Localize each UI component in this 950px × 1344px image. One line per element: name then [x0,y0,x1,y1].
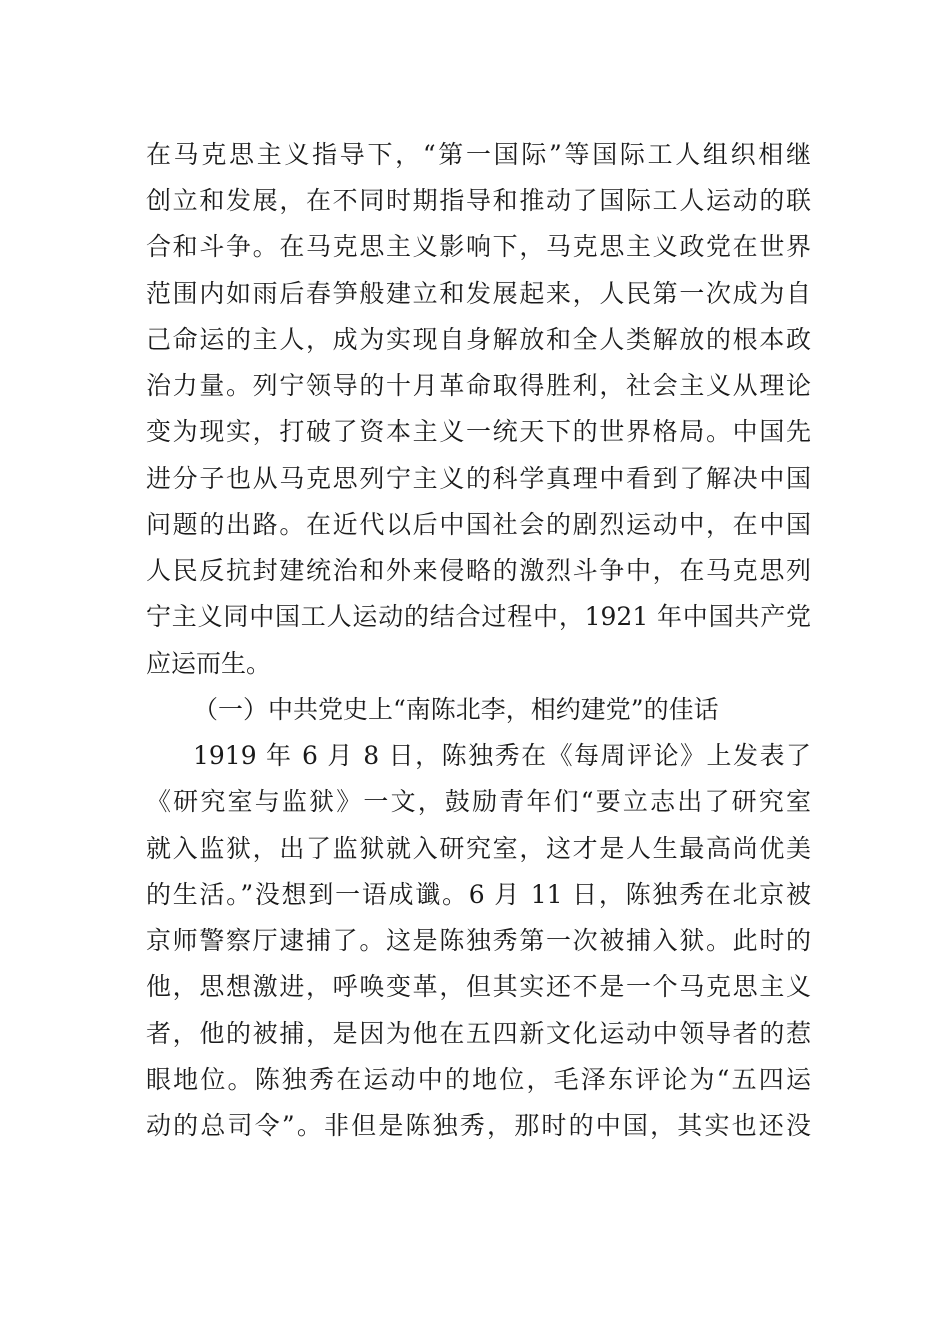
text-line: 就入监狱，出了监狱就入研究室，这才是人生最高尚优美 [146,834,811,863]
text-line: 合和斗争。在马克思主义影响下，马克思主义政党在世界 [146,232,811,261]
text-line: 京师警察厅逮捕了。这是陈独秀第一次被捕入狱。此时的 [146,926,811,955]
text-line: 己命运的主人，成为实现自身解放和全人类解放的根本政 [146,325,811,354]
text-line: 1919 年 6 月 8 日，陈独秀在《每周评论》上发表了 [193,741,811,770]
text-line: 他，思想激进，呼唤变革，但其实还不是一个马克思主义 [146,972,811,1001]
text-line: 人民反抗封建统治和外来侵略的激烈斗争中，在马克思列 [146,556,811,585]
text-line: 变为现实，打破了资本主义一统天下的世界格局。中国先 [146,417,811,446]
text-line: 宁主义同中国工人运动的结合过程中，1921 年中国共产党 [146,602,811,631]
text-line: 创立和发展，在不同时期指导和推动了国际工人运动的联 [146,186,811,215]
section-heading: （一）中共党史上“南陈北李，相约建党”的佳话 [193,695,719,724]
text-line: 治力量。列宁领导的十月革命取得胜利，社会主义从理论 [146,371,811,400]
text-line: 范围内如雨后春笋般建立和发展起来，人民第一次成为自 [146,279,811,308]
text-line: 者，他的被捕，是因为他在五四新文化运动中领导者的惹 [146,1019,811,1048]
text-line: 的生活。”没想到一语成谶。6 月 11 日，陈独秀在北京被 [146,880,811,909]
text-line: 在马克思主义指导下，“第一国际”等国际工人组织相继 [146,140,811,169]
text-line: 动的总司令”。非但是陈独秀，那时的中国，其实也还没 [146,1111,811,1140]
text-line: 进分子也从马克思列宁主义的科学真理中看到了解决中国 [146,464,811,493]
text-line: 眼地位。陈独秀在运动中的地位，毛泽东评论为“五四运 [146,1065,811,1094]
text-line: 应运而生。 [146,649,272,678]
text-line: 《研究室与监狱》一文，鼓励青年们“要立志出了研究室 [146,787,811,816]
text-line: 问题的出路。在近代以后中国社会的剧烈运动中，在中国 [146,510,811,539]
